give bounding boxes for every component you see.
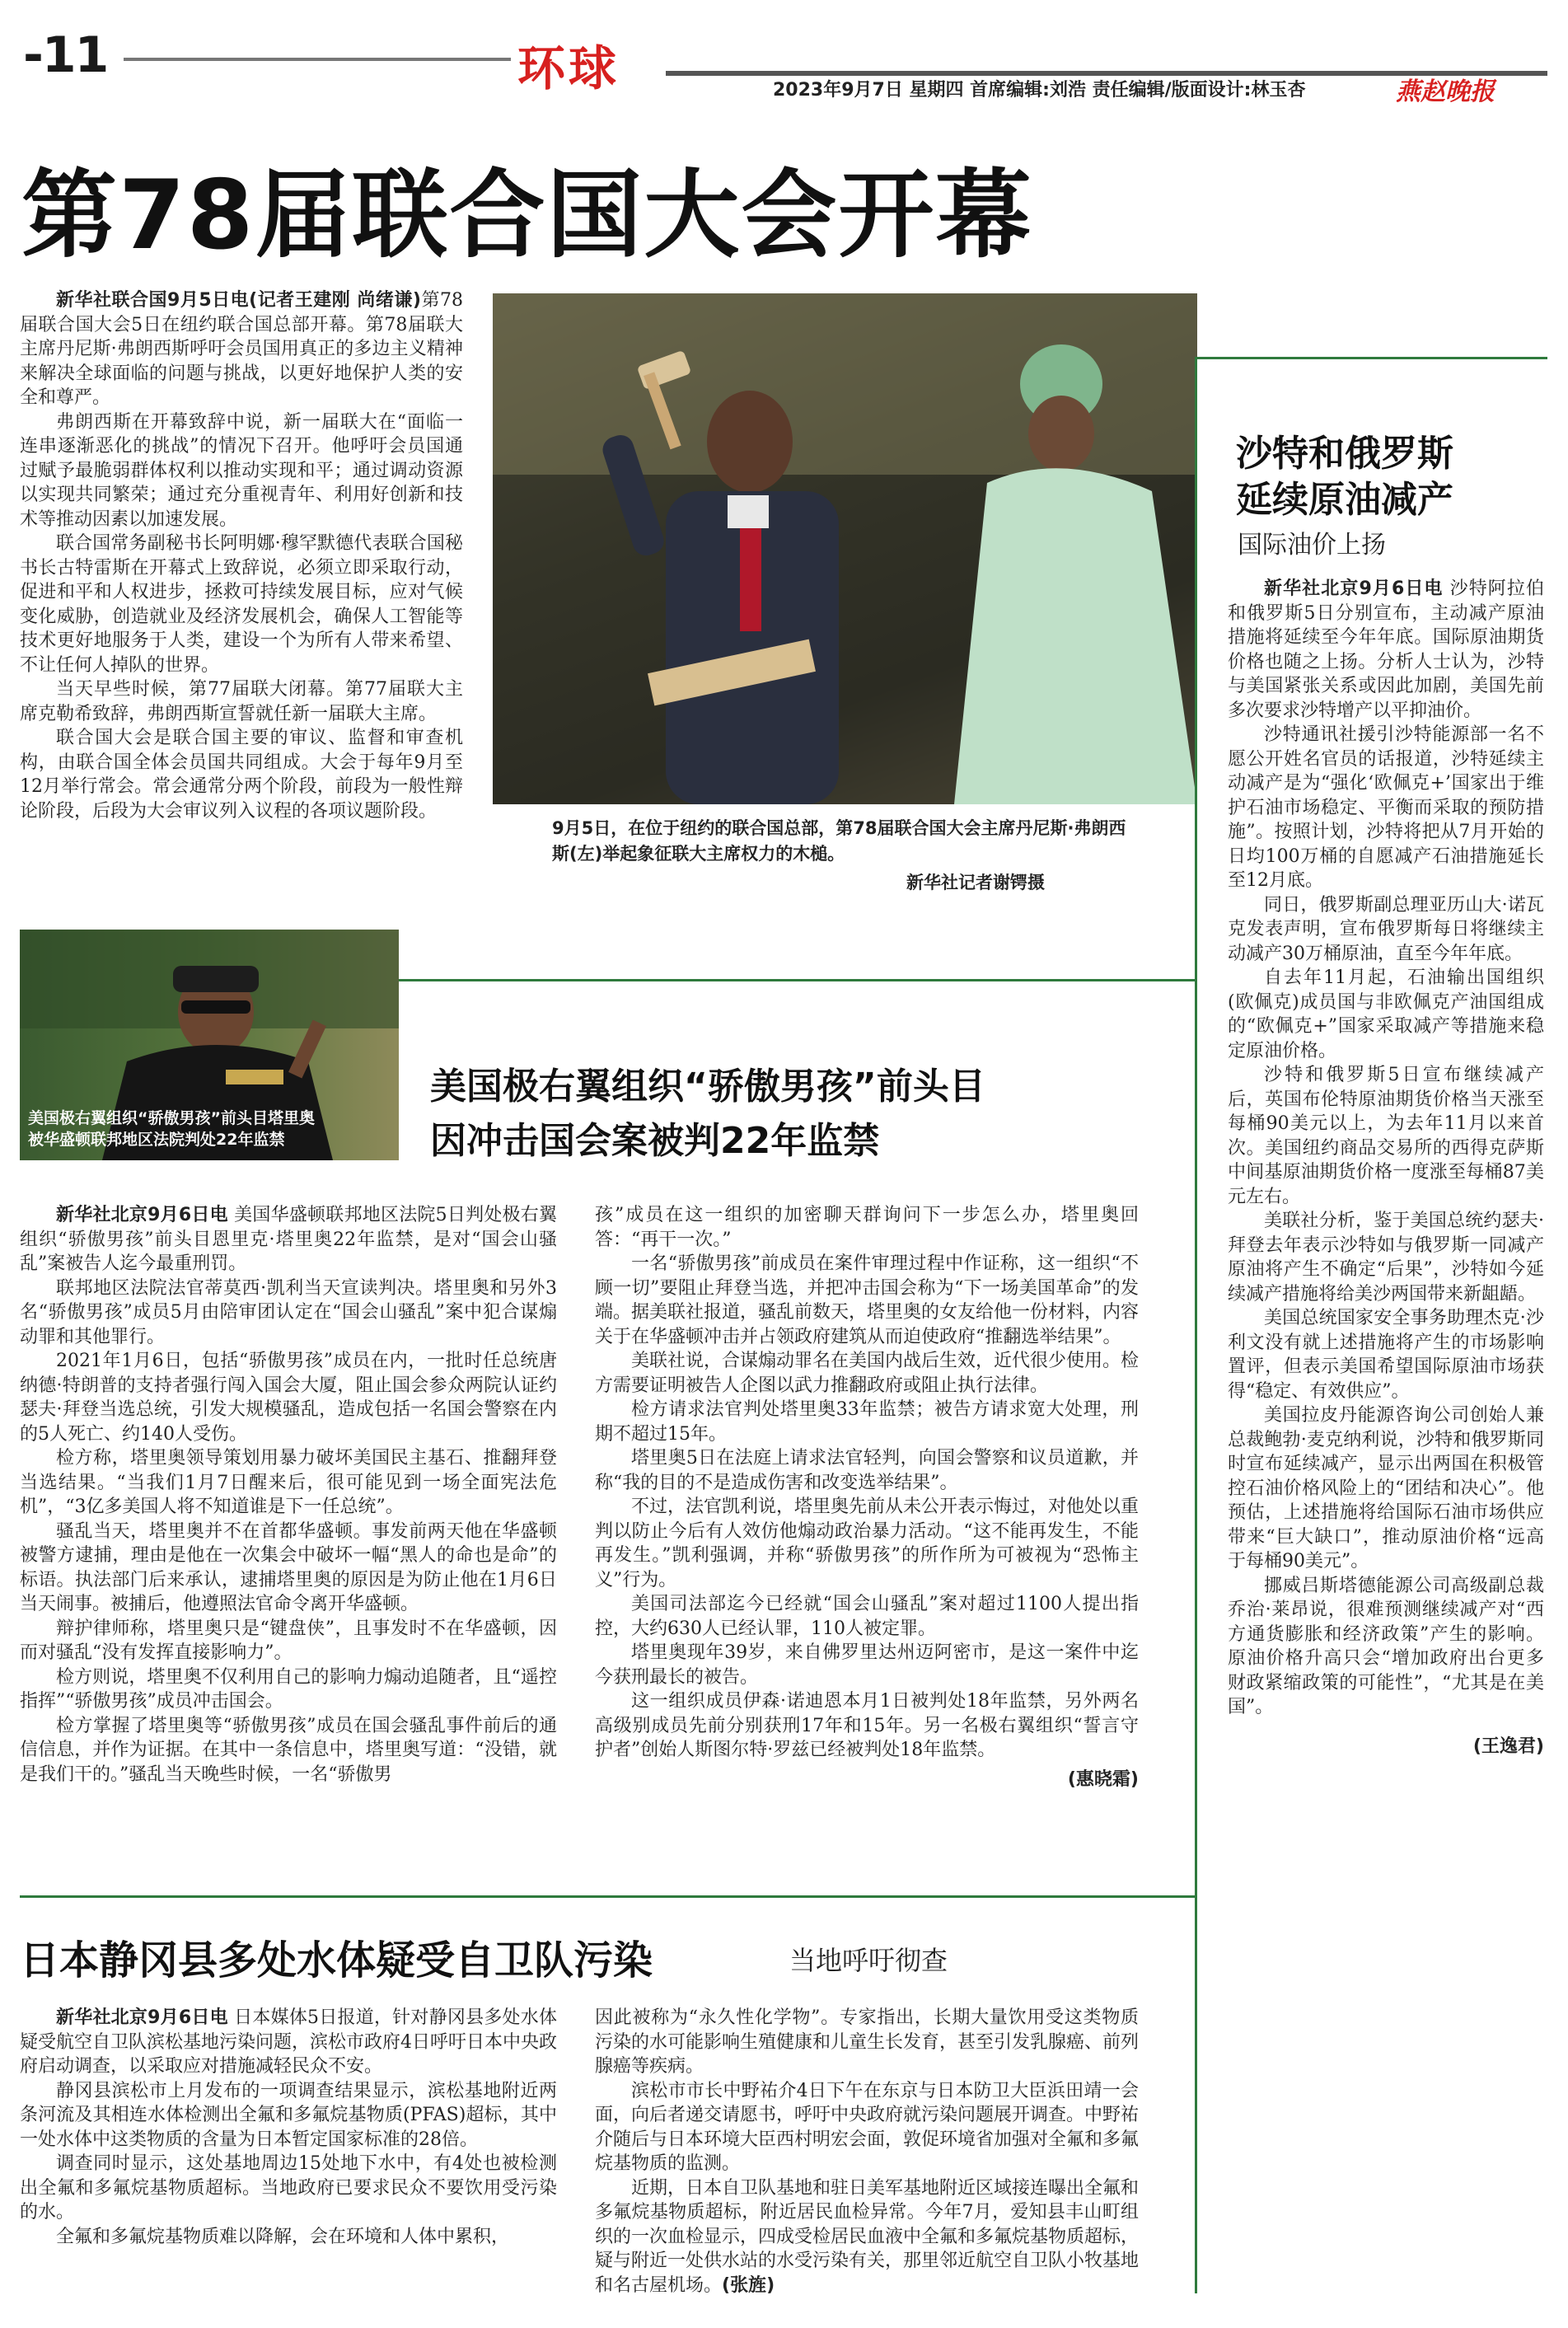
- proud-boys-paragraph: 塔里奥现年39岁，来自佛罗里达州迈阿密市，是这一案件中迄今获刑最长的被告。: [595, 1642, 1139, 1688]
- japan-subhead: 当地呼吁彻查: [789, 1945, 948, 1976]
- proud-boys-paragraph: 塔里奥5日在法庭上请求法官轻判，向国会警察和议员道歉，并称“我的目的不是造成伤害和改变选举结果”。: [595, 1448, 1139, 1493]
- tarrio-photo-caption-1: 美国极右翼组织“骄傲男孩”前头目塔里奥: [28, 1109, 315, 1127]
- oil-paragraph: 沙特和俄罗斯5日宣布继续减产后，英国布伦特原油期货价格当天涨至每桶90美元以上，为去年11月以来首次。美国纽约商品交易所的西得克萨斯中间基原油期货价格一度涨至每桶87美元左右。: [1228, 1065, 1544, 1207]
- page-number: -11: [23, 26, 108, 84]
- proud-boys-col-1: [20, 1203, 557, 1787]
- proud-boys-headline-1: 美国极右翼组织“骄傲男孩”前头目: [430, 1066, 985, 1108]
- proud-boys-paragraph: 一名“骄傲男孩”前成员在案件审理过程中作证称，这一组织“不顾一切”要阻止拜登当选，并把冲击国会称为“下一场美国革命”的发端。据美联社报道，骚乱前数天，塔里奥的女友给他一份材料，内容关于在华盛顿冲击并占领政府建筑从而迫使政府“推翻选举结果”。: [595, 1253, 1140, 1347]
- oil-paragraph: 美国拉皮丹能源咨询公司创始人兼总裁鲍勃·麦克纳利说，沙特和俄罗斯同时宣布延续减产，显示出两国在积极管控石油价格风险上的“团结和决心”。他预估，上述措施将给国际石油市场供应带来“巨大缺口”，推动原油价格“远高于每桶90美元”。: [1228, 1405, 1544, 1572]
- oil-paragraph: 美联社分析，鉴于美国总统约瑟夫·拜登去年表示沙特如与俄罗斯一同减产原油将产生不确定“后果”，沙特如今延续减产措施将给美沙两国带来新龃龉。: [1228, 1211, 1544, 1305]
- proud-boys-headline-2: 因冲击国会案被判22年监禁: [430, 1120, 880, 1162]
- proud-boys-paragraph: 美国司法部迄今已经就“国会山骚乱”案对超过1100人提出指控，大约630人已经认罪，110人被定罪。: [595, 1594, 1139, 1639]
- section-title: 环球: [517, 40, 620, 96]
- tarrio-photo: [20, 930, 399, 1160]
- oil-paragraph: 沙特阿拉伯和俄罗斯5日分别宣布，主动减产原油措施将延续至今年年底。国际原油期货价格也随之上扬。分析人士认为，沙特与美国紧张关系或因此加剧，美国先前多次要求沙特增产以平抑油价。: [1228, 578, 1544, 721]
- un-article-lead: 新华社联合国9月5日电(记者王建刚 尚绪谦): [56, 290, 421, 311]
- japan-lead: 新华社北京9月6日电: [56, 2007, 228, 2028]
- oil-paragraph: 自去年11月起，石油输出国组织(欧佩克)成员国与非欧佩克产油国组成的“欧佩克+”国家采取减产等措施来稳定原油价格。: [1228, 967, 1544, 1061]
- oil-column-rule-left: [1195, 357, 1197, 2293]
- oil-paragraph: 挪威吕斯塔德能源公司高级副总裁乔治·莱昂说，很难预测继续减产对“西方通货膨胀和经济政策”产生的影响。原油价格升高只会“增加政府出台更多财政紧缩政策的可能性”，“尤其是在美国”。: [1228, 1575, 1544, 1717]
- proud-boys-paragraph: 骚乱当天，塔里奥并不在首都华盛顿。事发前两天他在华盛顿被警方逮捕，理由是他在一次集会中破坏一幅“黑人的命也是命”的标语。执法部门后来承认，逮捕塔里奥的原因是为防止他在1月6日当天闹事。被捕后，他遵照法官命令离开华盛顿。: [20, 1520, 557, 1614]
- un-paragraph: 当天早些时候，第77届联大闭幕。第77届联大主席克勒希致辞，弗朗西斯宣誓就任新一届联大主席。: [20, 679, 463, 724]
- japan-col-1: [20, 2006, 557, 2249]
- proud-boys-paragraph: 联邦地区法院法官蒂莫西·凯利当天宣读判决。塔里奥和另外3名“骄傲男孩”成员5月由陪审团认定在“国会山骚乱”案中犯合谋煽动罪和其他罪行。: [20, 1277, 557, 1347]
- proud-boys-paragraph: 孩”成员在这一组织的加密聊天群询问下一步怎么办，塔里奥回答：“再干一次。”: [595, 1205, 1139, 1250]
- proud-boys-byline: (惠晓霜): [1067, 1768, 1139, 1790]
- proud-boys-paragraph: 美国华盛顿联邦地区法院5日判处极右翼组织“骄傲男孩”前头目恩里克·塔里奥22年监禁，是对“国会山骚乱”案被告人迄今最重刑罚。: [20, 1205, 558, 1274]
- oil-headline-1: 沙特和俄罗斯: [1236, 433, 1453, 475]
- un-paragraph: 联合国常务副秘书长阿明娜·穆罕默德代表联合国秘书长古特雷斯在开幕式上致辞说，必须立即采取行动，促进和平和人权进步，拯救可持续发展目标，应对气候变化威胁，创造就业及经济发展机会，确保人工智能等技术更好地服务于人类，建设一个为所有人带来希望、不让任何人掉队的世界。: [20, 533, 463, 676]
- proud-boys-lead: 新华社北京9月6日电: [56, 1205, 228, 1225]
- proud-boys-paragraph: 检方掌握了塔里奥等“骄傲男孩”成员在国会骚乱事件前后的通信信息，并作为证据。在其中一条信息中，塔里奥写道：“没错，就是我们干的。”骚乱当天晚些时候，一名“骄傲男: [20, 1715, 557, 1785]
- japan-paragraph: 静冈县滨松市上月发布的一项调查结果显示，滨松基地附近两条河流及其相连水体检测出全氟和多氟烷基物质(PFAS)超标，其中一处水体中这类物质的含量为日本暂定国家标准的28倍。: [20, 2080, 557, 2150]
- japan-paragraph: 滨松市市长中野祐介4日下午在东京与日本防卫大臣浜田靖一会面，向后者递交请愿书，呼吁中央政府就污染问题展开调查。中野祐介随后与日本环境大臣西村明宏会面，敦促环境省加强对全氟和多氟烷基物质的监测。: [595, 2080, 1140, 2174]
- un-photo-illustration: [493, 293, 1197, 804]
- oil-article-body: [1228, 577, 1544, 1759]
- oil-article-lead: 新华社北京9月6日电: [1264, 578, 1444, 599]
- japan-rule-top: [20, 1895, 1195, 1898]
- oil-paragraph: 美国总统国家安全事务助理杰克·沙利文没有就上述措施将产生的市场影响置评，但表示美国希望国际原油市场获得“稳定、有效供应”。: [1228, 1308, 1544, 1402]
- un-paragraph: 联合国大会是联合国主要的审议、监督和审查机构，由联合国全体会员国共同组成。大会于每年9月至12月举行常会。常会通常分两个阶段，前段为一般性辩论阶段，后段为大会审议列入议程的各项议题阶段。: [20, 728, 463, 822]
- un-paragraph: 弗朗西斯在开幕致辞中说，新一届联大在“面临一连串逐渐恶化的挑战”的情况下召开。他呼吁会员国通过赋予最脆弱群体权利以推动实现和平；通过调动资源以实现共同繁荣；通过充分重视青年、利用好创新和技术等推动因素以加速发展。: [20, 411, 463, 530]
- main-headline: 第78届联合国大会开幕: [21, 160, 1033, 271]
- proud-boys-paragraph: 不过，法官凯利说，塔里奥先前从未公开表示悔过，对他处以重判以防止今后有人效仿他煽动政治暴力活动。“这不能再发生，不能再发生。”凯利强调，并称“骄傲男孩”的所作所为可被视为“恐怖主义”行为。: [595, 1497, 1140, 1590]
- masthead-logo: 燕赵晚报: [1396, 77, 1495, 106]
- proud-boys-paragraph: 美联社说，合谋煽动罪名在美国内战后生效，近代很少使用。检方需要证明被告人企图以武力推翻政府或阻止执行法律。: [595, 1351, 1140, 1396]
- proud-boys-paragraph: 检方称，塔里奥领导策划用暴力破坏美国民主基石、推翻拜登当选结果。“当我们1月7日醒来后，很可能见到一场全面宪法危机”，“3亿多美国人将不知道谁是下一任总统”。: [20, 1448, 557, 1517]
- proud-boys-paragraph: 检方则说，塔里奥不仅利用自己的影响力煽动追随者，且“遥控指挥”“骄傲男孩”成员冲击国会。: [20, 1666, 557, 1712]
- header-rule-left: [124, 58, 511, 61]
- japan-paragraph: 近期，日本自卫队基地和驻日美军基地附近区域接连曝出全氟和多氟烷基物质超标，附近居民血检异常。今年7月，爱知县丰山町组织的一次血检显示，四成受检居民血液中全氟和多氟烷基物质超标，疑与附近一处供水站的水受污染有关，那里邻近航空自卫队小牧基地和名古屋机场。: [595, 2177, 1140, 2296]
- japan-paragraph: 日本媒体5日报道，针对静冈县多处水体疑受航空自卫队滨松基地污染问题，滨松市政府4日呼吁日本中央政府启动调查，以采取应对措施减轻民众不安。: [20, 2007, 558, 2077]
- oil-paragraph: 沙特通讯社援引沙特能源部一名不愿公开姓名官员的话报道，沙特延续主动减产是为“强化‘欧佩克+’国家出于维护石油市场稳定、平衡而采取的预防措施”。按照计划，沙特将把从7月开始的日均100万桶的自愿减产石油措施延长至12月底。: [1228, 724, 1544, 891]
- japan-paragraph: 因此被称为“永久性化学物”。专家指出，长期大量饮用受这类物质污染的水可能影响生殖健康和儿童生长发育，甚至引发乳腺癌、前列腺癌等疾病。: [595, 2007, 1140, 2077]
- dateline: 2023年9月7日 星期四 首席编辑:刘浩 责任编辑/版面设计:林玉杏: [773, 80, 1306, 101]
- un-photo-credit: 新华社记者谢锷摄: [906, 873, 1045, 892]
- japan-byline: (张旌): [722, 2274, 775, 2296]
- proud-boys-paragraph: 2021年1月6日，包括“骄傲男孩”成员在内，一批时任总统唐纳德·特朗普的支持者强行闯入国会大厦，阻止国会参众两院认证约瑟夫·拜登当选总统，引发大规模骚乱，造成包括一名国会警察在内的5人死亡、约140人受伤。: [20, 1351, 557, 1445]
- japan-headline: 日本静冈县多处水体疑受自卫队污染: [20, 1937, 653, 1984]
- proud-boys-paragraph: 辩护律师称，塔里奥只是“键盘侠”，且事发时不在华盛顿，因而对骚乱“没有发挥直接影响力”。: [20, 1618, 557, 1663]
- un-paragraph: 第78届联合国大会5日在纽约联合国总部开幕。第78届联大主席丹尼斯·弗朗西斯呼吁会员国用真正的多边主义精神来解决全球面临的问题与挑战，以更好地保护人类的安全和尊严。: [20, 290, 464, 408]
- oil-subhead: 国际油价上扬: [1238, 531, 1386, 560]
- un-assembly-photo: [493, 293, 1197, 804]
- proud-boys-rule-top: [399, 979, 1195, 981]
- proud-boys-paragraph: 这一组织成员伊森·诺迪恩本月1日被判处18年监禁，另外两名高级别成员先前分别获刑17年和15年。另一名极右翼组织“誓言守护者”创始人斯图尔特·罗兹已经被判处18年监禁。: [595, 1691, 1139, 1760]
- tarrio-photo-caption-2: 被华盛顿联邦地区法院判处22年监禁: [28, 1131, 285, 1149]
- oil-column-rule-top: [1195, 357, 1547, 359]
- japan-col-2: [595, 2006, 1139, 2298]
- un-photo-caption: 9月5日，在位于纽约的联合国总部，第78届联合国大会主席丹尼斯·弗朗西斯(左)举起象征联大主席权力的木槌。: [552, 818, 1126, 864]
- oil-paragraph: 同日，俄罗斯副总理亚历山大·诺瓦克发表声明，宣布俄罗斯每日将继续主动减产30万桶原油，直至今年年底。: [1228, 894, 1544, 964]
- un-article-body: [20, 288, 463, 823]
- oil-headline-2: 延续原油减产: [1236, 479, 1453, 521]
- japan-paragraph: 全氟和多氟烷基物质难以降解，会在环境和人体中累积，: [56, 2226, 510, 2247]
- proud-boys-paragraph: 检方请求法官判处塔里奥33年监禁；被告方请求宽大处理，刑期不超过15年。: [595, 1399, 1139, 1445]
- oil-byline: (王逸君): [1472, 1735, 1544, 1757]
- proud-boys-col-2: [595, 1203, 1139, 1792]
- japan-paragraph: 调查同时显示，这处基地周边15处地下水中，有4处也被检测出全氟和多氟烷基物质超标。当地政府已要求民众不要饮用受污染的水。: [20, 2153, 557, 2223]
